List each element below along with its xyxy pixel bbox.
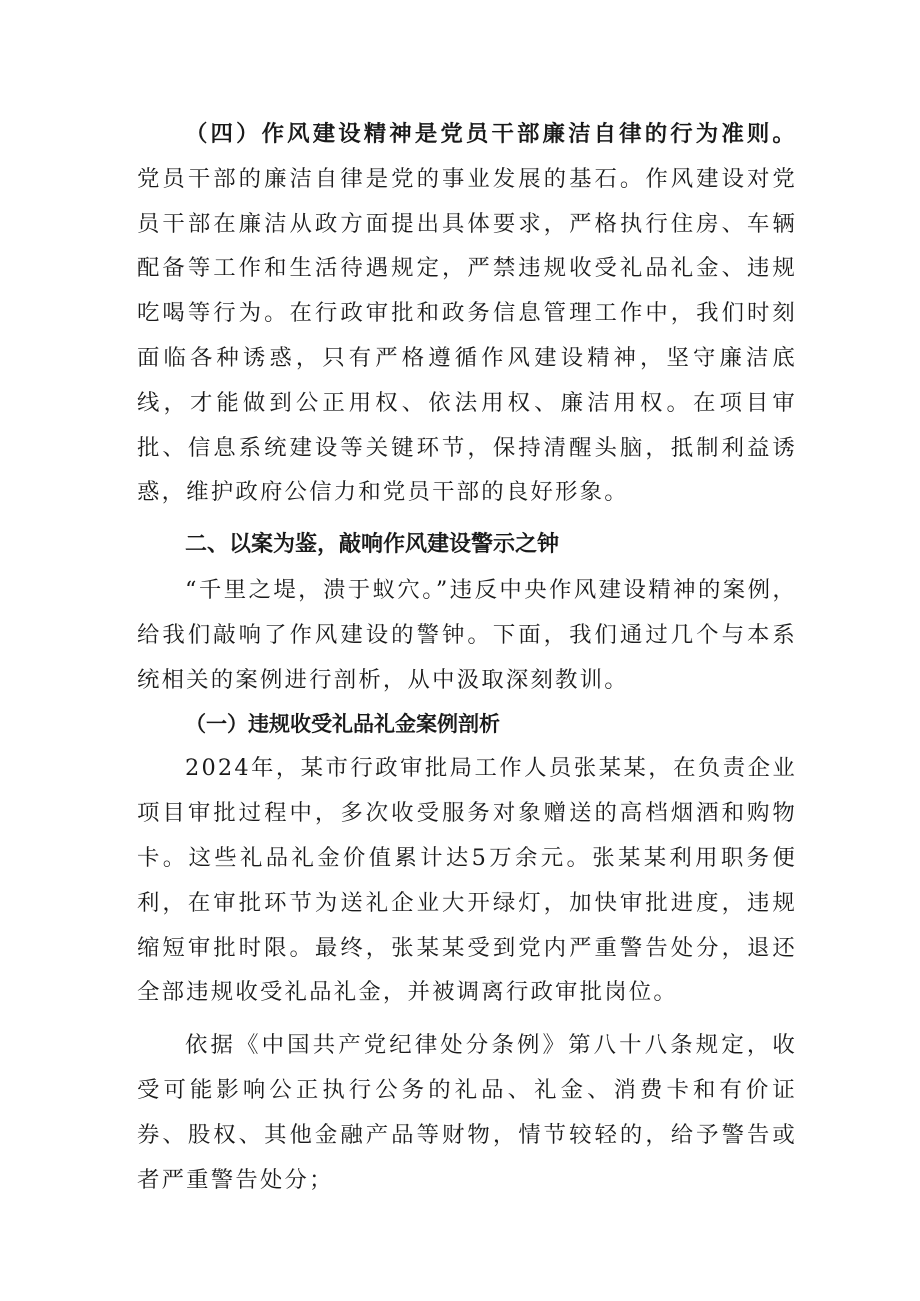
- heading-case-1: （一）违规收受礼品礼金案例剖析: [185, 712, 500, 737]
- section-4-lead: （四）作风建设精神是党员干部廉洁自律的行为准则。: [185, 121, 797, 147]
- heading-section-2: 二、以案为鉴，敲响作风建设警示之钟: [185, 532, 560, 558]
- paragraph-intro: “千里之堤，溃于蚁穴。”违反中央作风建设精神的案例，给我们敲响了作风建设的警钟。下面，我们通过几个与本系统相关的案例进行剖析，从中汲取深刻教训。: [137, 576, 797, 693]
- paragraph-basis: 依据《中国共产党纪律处分条例》第八十八条规定，收受可能影响公正执行公务的礼品、礼金、消费卡和有价证券、股权、其他金融产品等财物，情节较轻的，给予警告或者严重警告处分；: [137, 1032, 797, 1193]
- section-4-body: 党员干部的廉洁自律是党的事业发展的基石。作风建设对党员干部在廉洁从政方面提出具体要求，严格执行住房、车辆配备等工作和生活待遇规定，严禁违规收受礼品礼金、违规吃喝等行为。在行政审批和政务信息管理工作中，我们时刻面临各种诱惑，只有严格遵循作风建设精神，坚守廉洁底线，才能做到公正用权、依法用权、廉洁用权。在项目审批、信息系统建设等关键环节，保持清醒头脑，抵制利益诱惑，维护政府公信力和党员干部的良好形象。: [137, 165, 797, 506]
- document-body: [137, 112, 797, 1202]
- paragraph-section-4: [137, 112, 797, 515]
- paragraph-case: 2024年，某市行政审批局工作人员张某某，在负责企业项目审批过程中，多次收受服务对象赠送的高档烟酒和购物卡。这些礼品礼金价值累计达5万余元。张某某利用职务便利，在审批环节为送礼企业大开绿灯，加快审批进度，违规缩短审批时限。最终，张某某受到党内严重警告处分，退还全部违规收受礼品礼金，并被调离行政审批岗位。: [137, 755, 797, 1006]
